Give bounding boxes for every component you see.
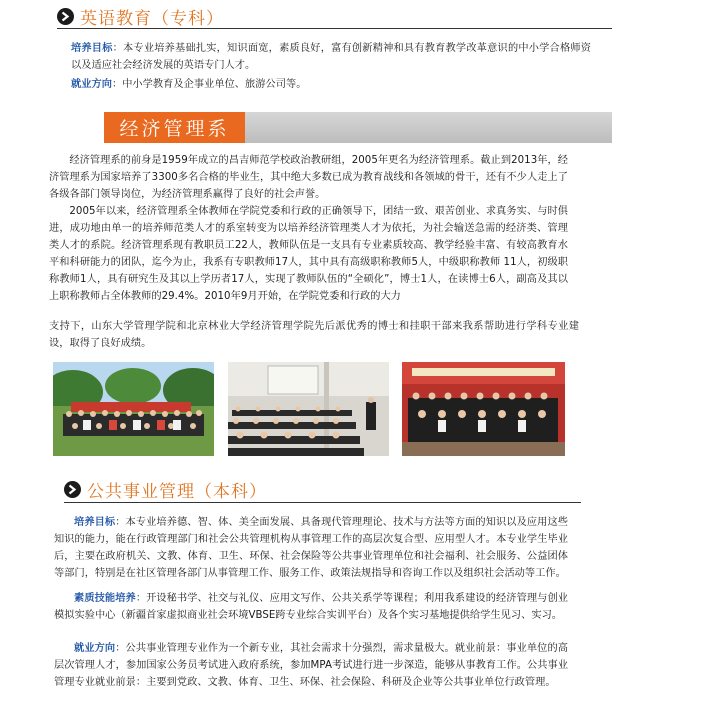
english-job-paragraph	[71, 76, 591, 93]
job-text: ：公共事业管理专业作为一个新专业，其社会需求十分强烈，需求量极大。就业前景：事业单位的高层次管理人才，参加国家公务员考试进入政府系统，参加MPA考试进行进一步深造，能够从事教育工作。公共事业管理专业就业前景：主要到党政、文教、体育、卫生、环保、社会保险、科研及企业等公共事业单位行政管理。	[54, 643, 569, 688]
economics-paragraph-1: 经济管理系的前身是1959年成立的昌吉师范学校政治教研组，2005年更名为经济管理系。截止到2013年，经济管理系为国家培养了3300多名合格的毕业生，其中绝大多数已成为教育战线和各领域的骨干，还有不少人走上了各级各部门领导岗位，为经济管理系赢得了良好的社会声誉。	[49, 155, 568, 200]
photo-group-indoor	[402, 362, 565, 456]
photo-lecture-hall	[228, 362, 389, 456]
banner-gray-bar	[245, 112, 612, 143]
goal-text: ：本专业培养德、智、体、美全面发展、具备现代管理理论、技术与方法等方面的知识以及应用这些知识的能力，能在行政管理部门和社会公共管理机构从事管理工作的高层次复合型、应用型人才。本专业学生毕业后，主要在政府机关、文教、体育、卫生、环保、社会保险等公共事业管理单位和社会福利、社会服务、公益团体等部门，特别是在社区管理各部门从事管理工作、服务工作、政策法规指导和咨询工作以及组织社会活动等工作。	[54, 517, 569, 579]
public-skill-paragraph	[54, 590, 568, 624]
arrow-right-icon	[57, 8, 74, 25]
photo-group-outdoor	[53, 362, 214, 456]
english-section-heading	[57, 4, 224, 29]
economics-banner: 经济管理系	[104, 112, 245, 143]
goal-text: ：本专业培养基础扎实，知识面宽，素质良好，富有创新精神和具有教育教学改革意识的中小学合格师资以及适应社会经济发展的英语专门人才。	[71, 43, 592, 71]
goal-label: 培养目标	[74, 517, 116, 528]
section-title: 公共事业管理（本科）	[87, 482, 267, 502]
skill-text: ：开设秘书学、社交与礼仪、应用文写作、公共关系学等课程；利用我系建设的经济管理与创业模拟实验中心（新疆首家虚拟商业社会环境VBSE跨专业综合实训平台）及各个实习基地提供给学生见习、实习。	[54, 593, 568, 621]
section-divider	[64, 502, 581, 503]
job-label: 就业方向	[74, 643, 116, 654]
job-text: ：中小学教育及企事业单位、旅游公司等。	[111, 79, 307, 90]
public-goal-paragraph	[54, 514, 568, 582]
skill-label: 素质技能培养	[74, 593, 136, 604]
public-job-paragraph	[54, 640, 568, 691]
economics-paragraph-2: 2005年以来，经济管理系全体教师在学院党委和行政的正确领导下，团结一致、艰苦创业、求真务实、与时俱进，成功地由单一的培养师范类人才的系室转变为以培养经济管理类人才为依托，为社会输送急需的经济类、管理类人才的系院。经济管理系现有教职员工22人，教师队伍是一支具有专业素质较高、教学经验丰富、有较高教育水平和科研能力的团队，迄今为止，我系有专职教师17人，其中具有高级职称教师5人，中级职称教师 11人，初级职称教师1人，具有研究生及其以上学历者17人，实现了教师队伍的“全硕化”，博士1人，在读博士6人，副高及其以上职称教师占全体教师的29.4%。2010年9月开始，在学院党委和行政的大力	[49, 206, 568, 302]
section-title: 英语教育（专科）	[80, 9, 224, 29]
job-label: 就业方向	[71, 79, 112, 90]
public-section-heading	[64, 477, 267, 502]
english-goal-paragraph	[71, 40, 591, 74]
goal-label: 培养目标	[71, 43, 113, 54]
economics-paragraph-3: 支持下，山东大学管理学院和北京林业大学经济管理学院先后派优秀的博士和挂职干部来我系帮助进行学科专业建设，取得了良好成绩。	[49, 321, 579, 349]
section-divider	[57, 28, 612, 29]
arrow-right-icon	[64, 481, 81, 498]
